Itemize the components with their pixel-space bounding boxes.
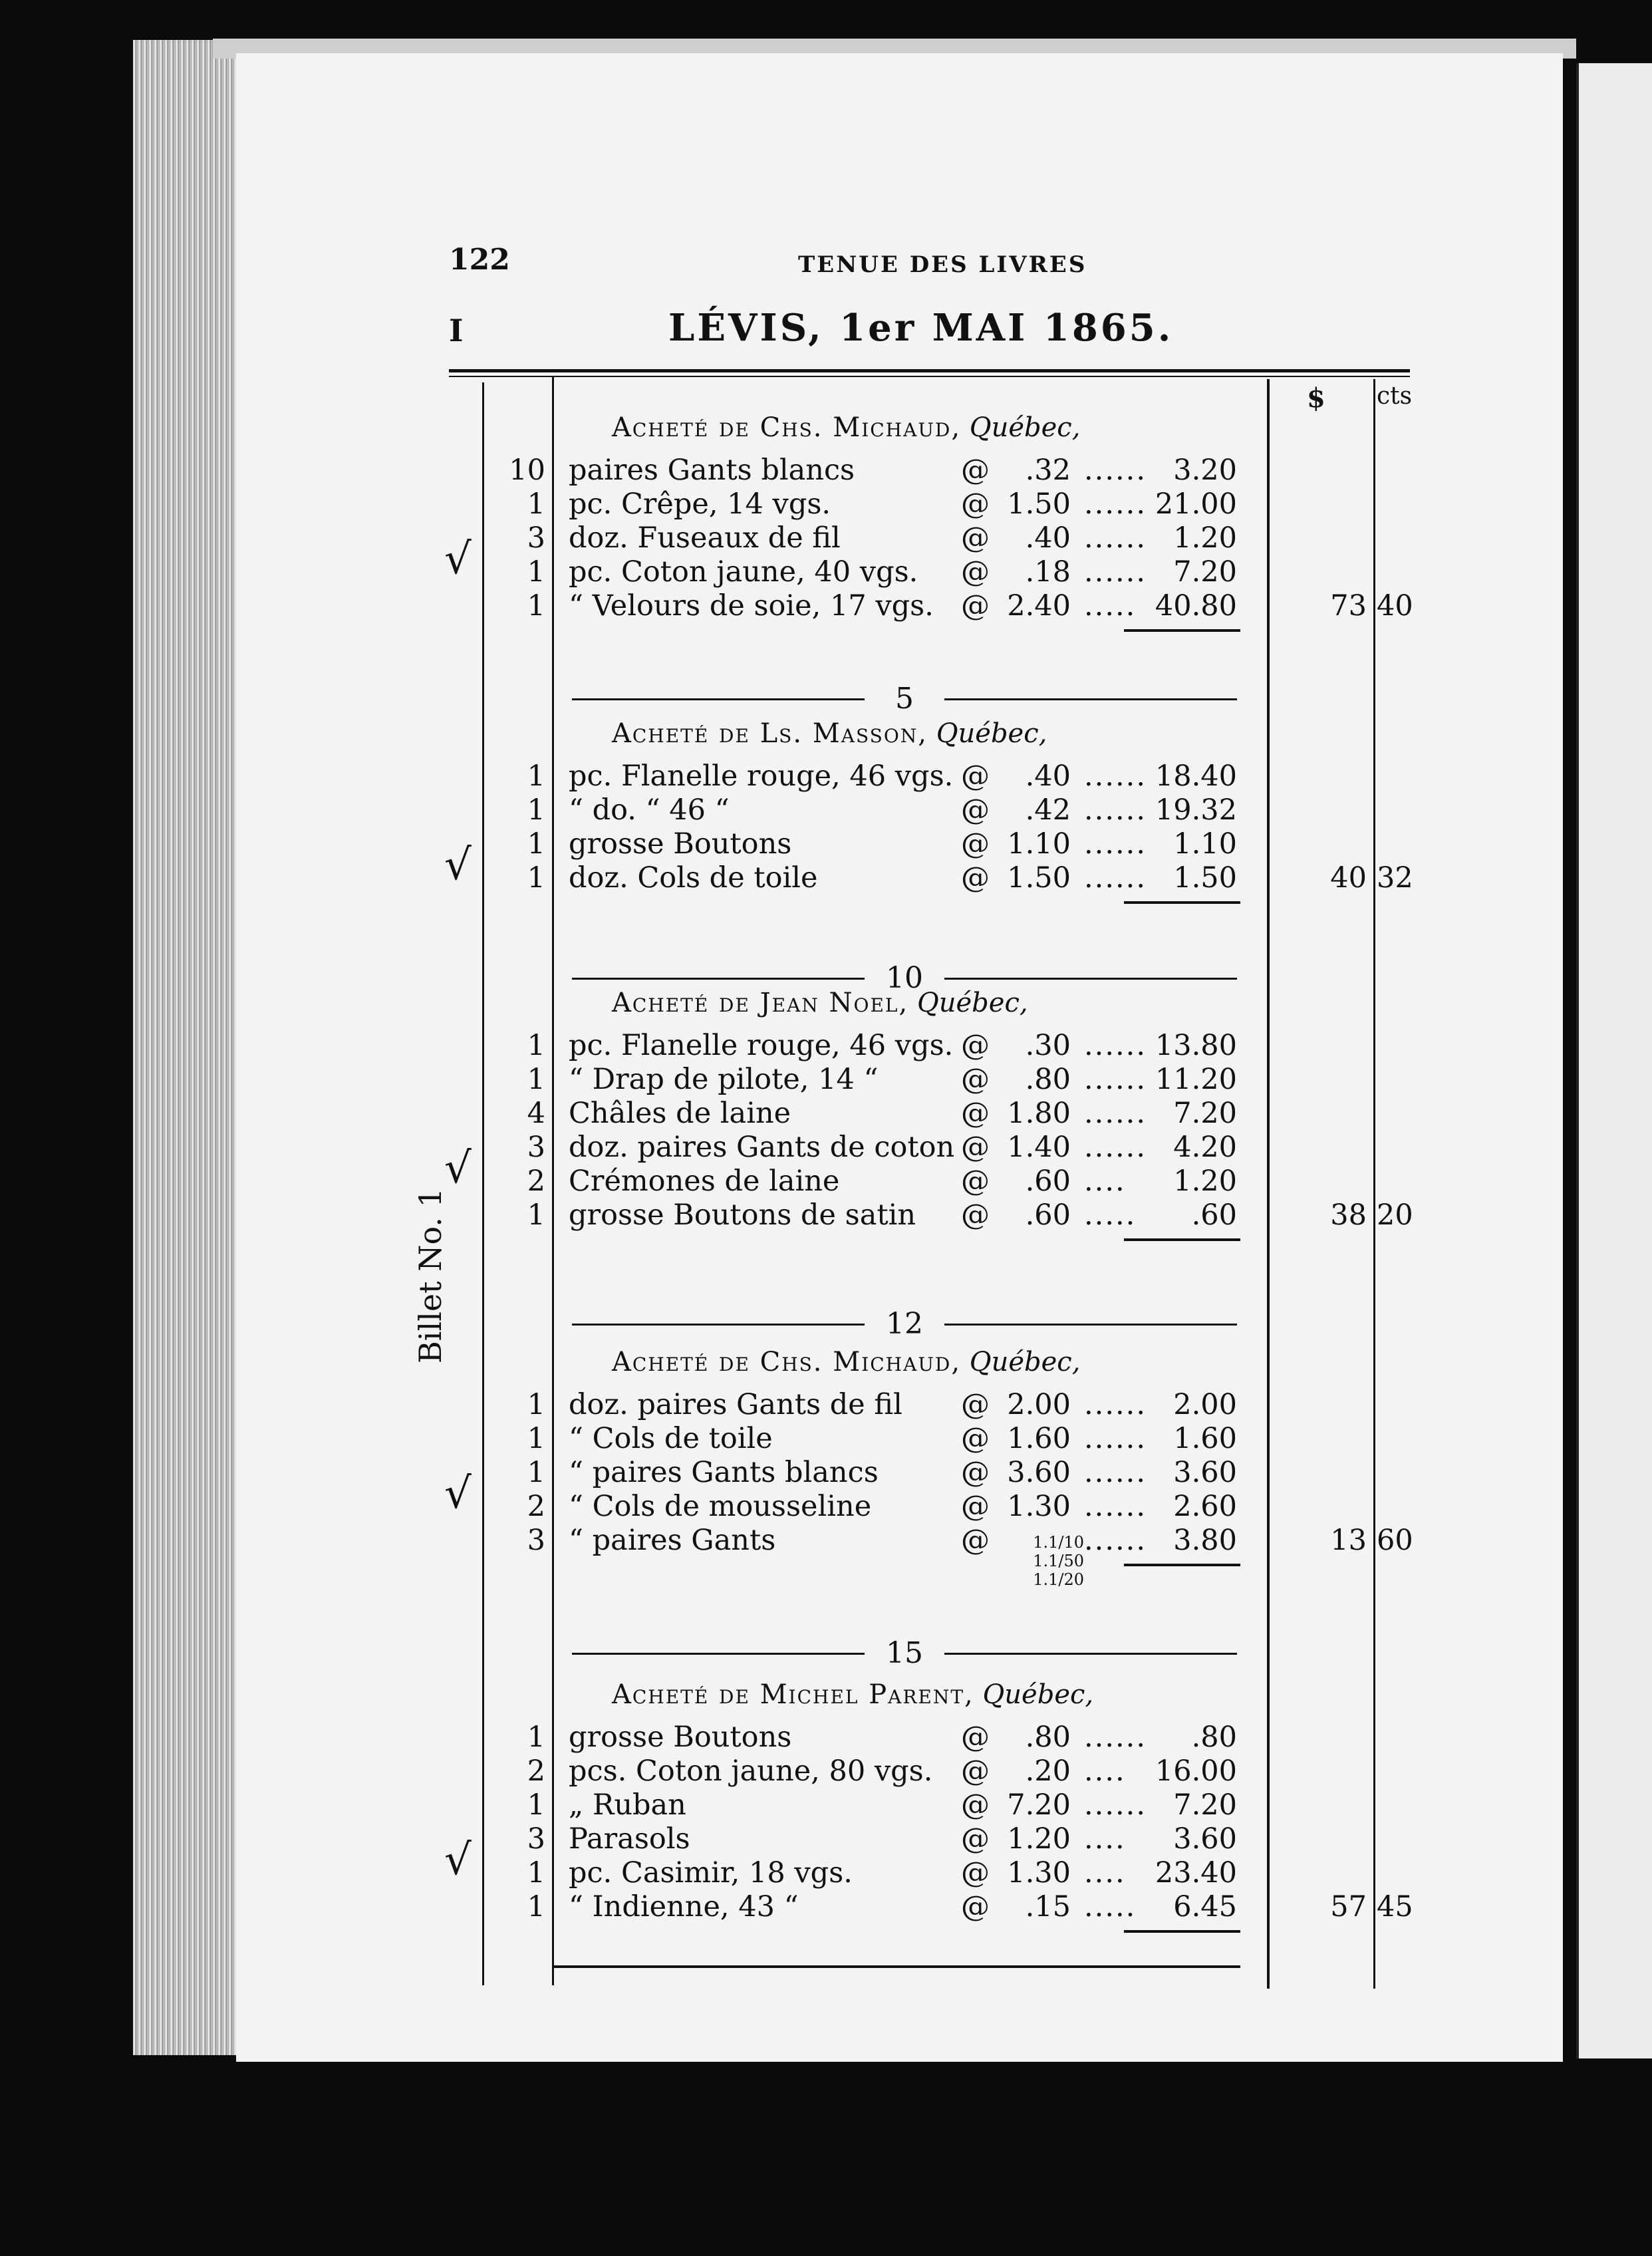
cents-column-rule xyxy=(1373,379,1375,1989)
item-leader-dots: ...... xyxy=(1084,555,1147,589)
item-amount: 3.60 xyxy=(1173,1456,1237,1489)
item-description: pcs. Coton jaune, 80 vgs. xyxy=(569,1755,933,1788)
entry-total-dollars: 73 xyxy=(1330,589,1367,623)
item-unit-price: 7.20 xyxy=(1007,1788,1071,1822)
item-amount: 3.20 xyxy=(1173,454,1237,487)
item-at-sign: @ xyxy=(961,454,990,487)
item-amount: 4.20 xyxy=(1173,1131,1237,1164)
item-leader-dots: ...... xyxy=(1084,1490,1147,1523)
item-amount: 18.40 xyxy=(1155,760,1237,793)
seller-place: Québec, xyxy=(969,412,1081,443)
item-unit-price: .60 xyxy=(1025,1198,1071,1232)
item-quantity: 2 xyxy=(527,1755,545,1788)
seller-name: Acheté de Chs. Michaud, xyxy=(612,412,962,443)
item-amount: .60 xyxy=(1191,1198,1237,1232)
item-leader-dots: ...... xyxy=(1084,793,1147,827)
entry-total-dollars: 40 xyxy=(1330,861,1367,895)
item-quantity: 1 xyxy=(527,589,545,623)
item-leader-dots: ...... xyxy=(1084,521,1147,555)
item-quantity: 1 xyxy=(527,1388,545,1421)
item-leader-dots: ...... xyxy=(1084,861,1147,895)
item-description: Parasols xyxy=(569,1822,690,1856)
date-divider-right xyxy=(944,1324,1237,1326)
item-amount: 19.32 xyxy=(1155,793,1237,827)
checkmark-icon: √ xyxy=(444,841,472,890)
item-amount: 1.50 xyxy=(1173,861,1237,895)
item-unit-price: .30 xyxy=(1025,1029,1071,1062)
checkmark-icon: √ xyxy=(444,1469,472,1518)
item-quantity: 3 xyxy=(527,1131,545,1164)
item-unit-price: .18 xyxy=(1025,555,1071,589)
item-amount: 16.00 xyxy=(1155,1755,1237,1788)
item-unit-price: 1.40 xyxy=(1007,1131,1071,1164)
item-at-sign: @ xyxy=(961,1131,990,1164)
item-leader-dots: .... xyxy=(1084,1755,1126,1788)
entry-total-dollars: 57 xyxy=(1330,1890,1367,1923)
item-leader-dots: ...... xyxy=(1084,1097,1147,1130)
item-leader-dots: ...... xyxy=(1084,1029,1147,1062)
item-leader-dots: .... xyxy=(1084,1822,1126,1856)
item-unit-price: .32 xyxy=(1025,454,1071,487)
item-description: Crémones de laine xyxy=(569,1165,840,1198)
item-description: paires Gants blancs xyxy=(569,454,855,487)
entry-total-cents: 45 xyxy=(1377,1890,1413,1923)
checkmark-icon: √ xyxy=(444,1144,472,1193)
item-amount: 2.00 xyxy=(1173,1388,1237,1421)
date-divider-left xyxy=(572,978,865,980)
item-leader-dots: ...... xyxy=(1084,1524,1147,1557)
item-unit-price: 1.50 xyxy=(1007,488,1071,521)
page-title: LÉVIS, 1er MAI 1865. xyxy=(668,306,1174,350)
header-rule xyxy=(449,369,1410,372)
item-leader-dots: ..... xyxy=(1084,1198,1137,1232)
item-description: “ Cols de toile xyxy=(569,1422,773,1455)
entry-day: 12 xyxy=(886,1307,923,1341)
seller-place: Québec, xyxy=(916,988,1028,1018)
item-unit-price: .80 xyxy=(1025,1063,1071,1096)
item-at-sign: @ xyxy=(961,1788,990,1822)
item-leader-dots: ...... xyxy=(1084,1063,1147,1096)
item-quantity: 1 xyxy=(527,793,545,827)
item-quantity: 2 xyxy=(527,1165,545,1198)
item-amount: 1.20 xyxy=(1173,1165,1237,1198)
item-quantity: 1 xyxy=(527,1788,545,1822)
item-at-sign: @ xyxy=(961,1856,990,1890)
item-quantity: 1 xyxy=(527,1198,545,1232)
seller-heading xyxy=(612,1679,1093,1710)
date-divider-right xyxy=(944,1653,1237,1655)
item-at-sign: @ xyxy=(961,1524,990,1557)
item-quantity: 1 xyxy=(527,1890,545,1923)
item-unit-price: 1.50 xyxy=(1007,861,1071,895)
item-description: grosse Boutons de satin xyxy=(569,1198,916,1232)
item-description: doz. Cols de toile xyxy=(569,861,818,895)
item-at-sign: @ xyxy=(961,1063,990,1096)
item-unit-price: .15 xyxy=(1025,1890,1071,1923)
item-leader-dots: ...... xyxy=(1084,1131,1147,1164)
item-amount: 11.20 xyxy=(1155,1063,1237,1096)
item-description: grosse Boutons xyxy=(569,1721,792,1754)
item-quantity: 1 xyxy=(527,1856,545,1890)
item-description: pc. Coton jaune, 40 vgs. xyxy=(569,555,918,589)
entry-subtotal-rule xyxy=(1124,1238,1240,1241)
item-at-sign: @ xyxy=(961,488,990,521)
margin-label: Billet No. 1 xyxy=(412,1188,448,1363)
item-amount: 21.00 xyxy=(1155,488,1237,521)
item-unit-price: .42 xyxy=(1025,793,1071,827)
item-quantity: 1 xyxy=(527,760,545,793)
item-unit-price: 1.10 xyxy=(1007,827,1071,861)
item-at-sign: @ xyxy=(961,793,990,827)
item-description: “ paires Gants xyxy=(569,1524,776,1557)
entry-total-dollars: 13 xyxy=(1330,1524,1367,1557)
item-amount: 2.60 xyxy=(1173,1490,1237,1523)
item-at-sign: @ xyxy=(961,521,990,555)
item-at-sign: @ xyxy=(961,1890,990,1923)
item-at-sign: @ xyxy=(961,1490,990,1523)
item-at-sign: @ xyxy=(961,1097,990,1130)
cents-column-header: cts xyxy=(1377,382,1413,410)
item-description: “ Cols de mousseline xyxy=(569,1490,872,1523)
bottom-rule xyxy=(552,1965,1240,1968)
item-amount: 7.20 xyxy=(1173,1097,1237,1130)
item-amount: 6.45 xyxy=(1173,1890,1237,1923)
seller-name: Acheté de Michel Parent, xyxy=(612,1679,974,1710)
item-description: “ paires Gants blancs xyxy=(569,1456,879,1489)
running-title: TENUE DES LIVRES xyxy=(798,251,1087,278)
item-description: pc. Flanelle rouge, 46 vgs. xyxy=(569,1029,954,1062)
item-leader-dots: ...... xyxy=(1084,1456,1147,1489)
item-quantity: 1 xyxy=(527,1456,545,1489)
qty-column-rule xyxy=(552,376,554,1985)
item-at-sign: @ xyxy=(961,589,990,623)
item-description: grosse Boutons xyxy=(569,827,792,861)
date-divider-left xyxy=(572,1653,865,1655)
item-leader-dots: ...... xyxy=(1084,488,1147,521)
item-at-sign: @ xyxy=(961,1165,990,1198)
entry-total-cents: 32 xyxy=(1377,861,1413,895)
seller-place: Québec, xyxy=(982,1679,1094,1710)
seller-place: Québec, xyxy=(936,718,1047,749)
item-leader-dots: .... xyxy=(1084,1856,1126,1890)
dollar-column-header: $ xyxy=(1307,382,1325,414)
entry-subtotal-rule xyxy=(1124,1564,1240,1566)
item-quantity: 2 xyxy=(527,1490,545,1523)
item-amount: 1.60 xyxy=(1173,1422,1237,1455)
item-leader-dots: ..... xyxy=(1084,1890,1137,1923)
item-description: Châles de laine xyxy=(569,1097,791,1130)
item-leader-dots: ...... xyxy=(1084,760,1147,793)
item-amount: 40.80 xyxy=(1155,589,1237,623)
item-unit-price: 2.40 xyxy=(1007,589,1071,623)
item-leader-dots: .... xyxy=(1084,1165,1126,1198)
item-unit-price: .40 xyxy=(1025,760,1071,793)
item-leader-dots: ...... xyxy=(1084,454,1147,487)
item-unit-price: 1.1/10 1.1/50 1.1/20 xyxy=(1033,1533,1084,1589)
entry-subtotal-rule xyxy=(1124,1930,1240,1933)
seller-heading xyxy=(612,718,1047,749)
entry-subtotal-rule xyxy=(1124,629,1240,632)
seller-name: Acheté de Chs. Michaud, xyxy=(612,1347,962,1377)
entry-total-cents: 60 xyxy=(1377,1524,1413,1557)
item-at-sign: @ xyxy=(961,1029,990,1062)
item-at-sign: @ xyxy=(961,555,990,589)
item-description: “ Indienne, 43 “ xyxy=(569,1890,799,1923)
item-leader-dots: ..... xyxy=(1084,589,1137,623)
header-rule-thin xyxy=(449,376,1410,377)
item-quantity: 10 xyxy=(509,454,545,487)
entry-day: 10 xyxy=(886,961,923,995)
item-quantity: 1 xyxy=(527,861,545,895)
item-unit-price: .80 xyxy=(1025,1721,1071,1754)
item-leader-dots: ...... xyxy=(1084,1422,1147,1455)
entry-total-cents: 40 xyxy=(1377,589,1413,623)
folio-mark: I xyxy=(449,313,464,349)
item-amount: 1.20 xyxy=(1173,521,1237,555)
item-amount: 1.10 xyxy=(1173,827,1237,861)
item-unit-price: .20 xyxy=(1025,1755,1071,1788)
item-description: „ Ruban xyxy=(569,1788,686,1822)
item-unit-price: 1.30 xyxy=(1007,1490,1071,1523)
item-quantity: 3 xyxy=(527,521,545,555)
item-quantity: 4 xyxy=(527,1097,545,1130)
item-amount: .80 xyxy=(1191,1721,1237,1754)
item-description: doz. Fuseaux de fil xyxy=(569,521,841,555)
item-description: pc. Casimir, 18 vgs. xyxy=(569,1856,853,1890)
checkmark-icon: √ xyxy=(444,535,472,584)
facing-page-strip xyxy=(1576,63,1652,2058)
seller-name: Acheté de Ls. Masson, xyxy=(612,718,928,749)
check-column-rule xyxy=(482,382,484,1985)
seller-heading xyxy=(612,412,1080,443)
item-unit-price: .40 xyxy=(1025,521,1071,555)
item-at-sign: @ xyxy=(961,760,990,793)
item-at-sign: @ xyxy=(961,1388,990,1421)
page-number: 122 xyxy=(449,243,510,277)
entry-day: 15 xyxy=(886,1636,923,1670)
item-quantity: 1 xyxy=(527,1721,545,1754)
seller-name: Acheté de Jean Noel, xyxy=(612,988,909,1018)
item-amount: 23.40 xyxy=(1155,1856,1237,1890)
item-unit-price: .60 xyxy=(1025,1165,1071,1198)
item-description: pc. Flanelle rouge, 46 vgs. xyxy=(569,760,954,793)
item-amount: 3.60 xyxy=(1173,1822,1237,1856)
seller-heading xyxy=(612,988,1028,1018)
item-at-sign: @ xyxy=(961,827,990,861)
item-quantity: 1 xyxy=(527,1422,545,1455)
entry-total-cents: 20 xyxy=(1377,1198,1413,1232)
item-unit-price: 2.00 xyxy=(1007,1388,1071,1421)
item-description: doz. paires Gants de coton xyxy=(569,1131,955,1164)
item-amount: 7.20 xyxy=(1173,1788,1237,1822)
item-unit-price: 1.20 xyxy=(1007,1822,1071,1856)
item-unit-price: 1.60 xyxy=(1007,1422,1071,1455)
item-description: “ Velours de soie, 17 vgs. xyxy=(569,589,934,623)
item-description: “ do. “ 46 “ xyxy=(569,793,730,827)
item-quantity: 1 xyxy=(527,827,545,861)
item-at-sign: @ xyxy=(961,861,990,895)
item-amount: 13.80 xyxy=(1155,1029,1237,1062)
date-divider-right xyxy=(944,978,1237,980)
item-quantity: 1 xyxy=(527,488,545,521)
item-leader-dots: ...... xyxy=(1084,1388,1147,1421)
item-quantity: 1 xyxy=(527,1029,545,1062)
dollar-column-rule xyxy=(1267,379,1270,1989)
item-at-sign: @ xyxy=(961,1755,990,1788)
item-at-sign: @ xyxy=(961,1422,990,1455)
item-at-sign: @ xyxy=(961,1822,990,1856)
item-leader-dots: ...... xyxy=(1084,827,1147,861)
item-quantity: 1 xyxy=(527,1063,545,1096)
item-leader-dots: ...... xyxy=(1084,1788,1147,1822)
item-description: pc. Crêpe, 14 vgs. xyxy=(569,488,831,521)
item-at-sign: @ xyxy=(961,1198,990,1232)
date-divider-left xyxy=(572,1324,865,1326)
seller-place: Québec, xyxy=(969,1347,1081,1377)
entry-total-dollars: 38 xyxy=(1330,1198,1367,1232)
item-at-sign: @ xyxy=(961,1456,990,1489)
date-divider-right xyxy=(944,698,1237,700)
checkmark-icon: √ xyxy=(444,1836,472,1885)
book-page-edges xyxy=(133,40,239,2055)
item-leader-dots: ...... xyxy=(1084,1721,1147,1754)
item-amount: 3.80 xyxy=(1173,1524,1237,1557)
item-unit-price: 1.80 xyxy=(1007,1097,1071,1130)
item-quantity: 3 xyxy=(527,1822,545,1856)
seller-heading xyxy=(612,1347,1080,1377)
item-amount: 7.20 xyxy=(1173,555,1237,589)
entry-subtotal-rule xyxy=(1124,901,1240,904)
date-divider-left xyxy=(572,698,865,700)
item-quantity: 1 xyxy=(527,555,545,589)
item-description: “ Drap de pilote, 14 “ xyxy=(569,1063,879,1096)
item-unit-price: 1.30 xyxy=(1007,1856,1071,1890)
item-unit-price: 3.60 xyxy=(1007,1456,1071,1489)
item-quantity: 3 xyxy=(527,1524,545,1557)
item-at-sign: @ xyxy=(961,1721,990,1754)
item-description: doz. paires Gants de fil xyxy=(569,1388,902,1421)
entry-day: 5 xyxy=(895,682,914,716)
